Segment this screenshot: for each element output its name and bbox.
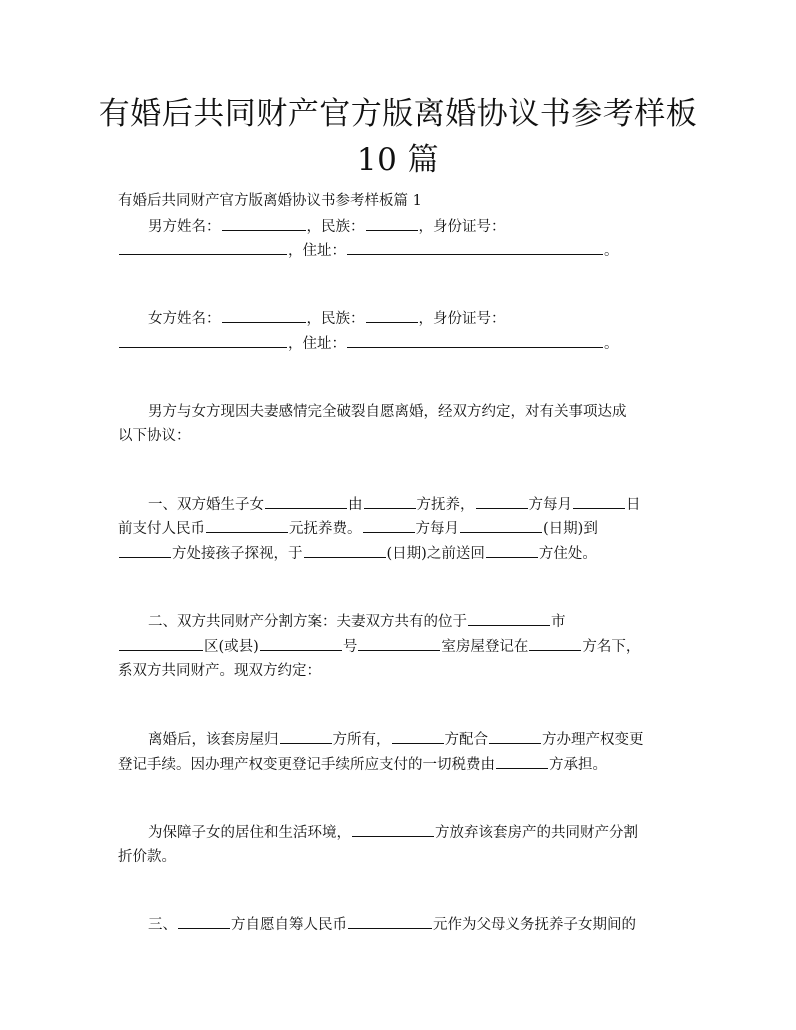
- male-end-mark: 。: [604, 243, 619, 259]
- section-subtitle: 有婚后共同财产官方版离婚协议书参考样板篇 1: [118, 193, 422, 209]
- section1-text-d: 方每月: [528, 497, 572, 513]
- cooperating-party-blank[interactable]: [392, 727, 444, 744]
- section1-text-f: 前支付人民币: [118, 521, 205, 537]
- section3-text-c: 元作为父母义务抚养子女期间的: [433, 917, 636, 933]
- house-paragraph-line1: [148, 727, 644, 752]
- section1-text-c: 方抚养，: [416, 497, 475, 513]
- number-blank[interactable]: [260, 634, 342, 651]
- house-text-d: 方办理产权变更: [542, 732, 644, 748]
- waiver-text-a: 为保障子女的居住和生活环境，: [148, 825, 351, 841]
- city-blank[interactable]: [468, 609, 550, 626]
- section1-line1: [148, 492, 641, 517]
- section1-text-l: 方住处。: [538, 546, 597, 562]
- female-address-blank[interactable]: [347, 331, 603, 348]
- male-id-blank[interactable]: [119, 238, 287, 255]
- male-name-blank[interactable]: [222, 214, 306, 231]
- section2-text-a: 二、双方共同财产分割方案：夫妻双方共有的位于: [148, 614, 467, 630]
- section1-text-k: (日期)之前送回: [386, 546, 485, 562]
- female-id-label: ，身份证号：: [418, 311, 506, 327]
- return-party-blank[interactable]: [486, 541, 538, 558]
- document-title-line2: 10 篇: [356, 142, 440, 178]
- intro-line1: 男方与女方现因夫妻感情完全破裂自愿离婚，经双方约定，对有关事项达成: [148, 404, 627, 420]
- waiver-party-blank[interactable]: [352, 820, 434, 837]
- female-info-line1: [148, 306, 506, 331]
- female-end-mark: 。: [604, 336, 619, 352]
- male-ethnicity-label: ，民族：: [306, 219, 365, 235]
- section1-line2: [118, 516, 598, 541]
- section2-line1: [148, 609, 566, 634]
- section1-line3: [118, 541, 597, 566]
- waiver-text-b: 方放弃该套房产的共同财产分割: [435, 825, 638, 841]
- support-amount-blank[interactable]: [206, 516, 288, 533]
- female-name-label: 女方姓名：: [148, 311, 221, 327]
- section2-text-b: 市: [551, 614, 566, 630]
- waiver-paragraph-line1: [148, 820, 638, 845]
- section3-line1: [148, 912, 636, 937]
- section1-text-e: 日: [626, 497, 641, 513]
- house-text-c: 方配合: [444, 732, 488, 748]
- section2-text-d: 号: [342, 639, 358, 655]
- house-text-e: 登记手续。因办理产权变更登记手续所应支付的一切税费由: [118, 757, 495, 773]
- section3-text-a: 三、: [148, 917, 177, 933]
- children-blank[interactable]: [265, 492, 347, 509]
- house-paragraph-line2: [118, 752, 607, 777]
- custody-party-blank[interactable]: [364, 492, 416, 509]
- section3-text-b: 方自愿自筹人民币: [231, 917, 347, 933]
- district-blank[interactable]: [119, 634, 203, 651]
- payment-day-blank[interactable]: [573, 492, 625, 509]
- house-text-a: 离婚后，该套房屋归: [148, 732, 279, 748]
- female-id-blank[interactable]: [119, 331, 287, 348]
- section2-text-f: 方名下，: [582, 639, 641, 655]
- male-info-line1: [148, 214, 506, 239]
- male-address-label: ，住址：: [288, 243, 346, 259]
- female-address-label: ，住址：: [288, 336, 346, 352]
- male-address-blank[interactable]: [347, 238, 603, 255]
- female-ethnicity-label: ，民族：: [306, 311, 365, 327]
- room-blank[interactable]: [358, 634, 440, 651]
- waiver-paragraph-line2: 折价款。: [118, 849, 176, 865]
- registered-party-blank[interactable]: [529, 634, 581, 651]
- male-info-line2: [118, 238, 619, 263]
- section1-text-a: 一、双方婚生子女: [148, 497, 264, 513]
- house-text-b: 方所有，: [332, 732, 391, 748]
- female-info-line2: [118, 331, 619, 356]
- female-name-blank[interactable]: [222, 306, 306, 323]
- section1-text-j: 方处接孩子探视，于: [172, 546, 303, 562]
- visiting-party-blank[interactable]: [363, 516, 415, 533]
- transfer-party-blank[interactable]: [489, 727, 541, 744]
- visit-date-blank[interactable]: [460, 516, 542, 533]
- section1-text-g: 元抚养费。: [289, 521, 362, 537]
- section1-text-i: (日期)到: [543, 521, 598, 537]
- male-ethnicity-blank[interactable]: [366, 214, 418, 231]
- section1-text-b: 由: [348, 497, 363, 513]
- female-ethnicity-blank[interactable]: [366, 306, 418, 323]
- section3-amount-blank[interactable]: [348, 912, 432, 929]
- section2-line3: 系双方共同财产。现双方约定：: [118, 663, 321, 679]
- payer-party-blank[interactable]: [476, 492, 528, 509]
- document-title-line1: 有婚后共同财产官方版离婚协议书参考样板: [98, 96, 698, 132]
- house-text-f: 方承担。: [549, 757, 607, 773]
- intro-line2: 以下协议：: [118, 428, 191, 444]
- house-owner-blank[interactable]: [280, 727, 332, 744]
- male-name-label: 男方姓名：: [148, 219, 221, 235]
- section2-text-c: 区(或县): [204, 639, 259, 655]
- tax-party-blank[interactable]: [496, 752, 548, 769]
- pickup-party-blank[interactable]: [119, 541, 171, 558]
- section2-line2: [118, 634, 640, 659]
- section3-party-blank[interactable]: [178, 912, 230, 929]
- return-date-blank[interactable]: [304, 541, 386, 558]
- section1-text-h: 方每月: [415, 521, 459, 537]
- section2-text-e: 室房屋登记在: [441, 639, 529, 655]
- male-id-label: ，身份证号：: [418, 219, 506, 235]
